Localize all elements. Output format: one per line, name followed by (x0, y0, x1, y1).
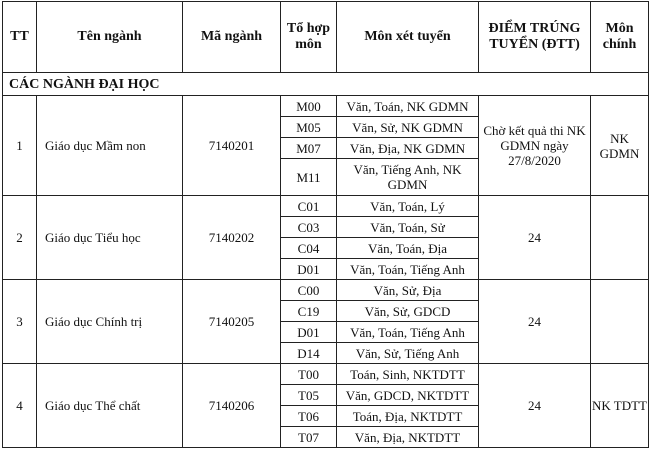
program-main-subject (591, 280, 649, 364)
combo-subjects: Văn, Địa, NKTDTT (337, 427, 479, 448)
combo-code: C00 (281, 280, 337, 301)
combo-subjects: Văn, Sử, GDCD (337, 301, 479, 322)
program-tt: 2 (3, 196, 37, 280)
program-code: 7140202 (183, 196, 281, 280)
header-main-subject: Môn chính (591, 2, 649, 73)
header-admission-score: ĐIỂM TRÚNG TUYỂN (ĐTT) (479, 2, 591, 73)
program-code: 7140206 (183, 364, 281, 448)
combo-subjects: Toán, Sinh, NKTDTT (337, 364, 479, 385)
program-tt: 3 (3, 280, 37, 364)
combo-code: D01 (281, 259, 337, 280)
program-score: Chờ kết quả thi NK GDMN ngày 27/8/2020 (479, 96, 591, 196)
combo-subjects: Văn, Toán, Tiếng Anh (337, 259, 479, 280)
combo-code: D01 (281, 322, 337, 343)
combo-code: T07 (281, 427, 337, 448)
program-main-subject (591, 196, 649, 280)
program-tt: 1 (3, 96, 37, 196)
combo-code: M00 (281, 96, 337, 117)
combo-subjects: Văn, Sử, Địa (337, 280, 479, 301)
program-code: 7140201 (183, 96, 281, 196)
header-subjects: Môn xét tuyển (337, 2, 479, 73)
combo-code: M11 (281, 159, 337, 196)
combo-subjects: Văn, Tiếng Anh, NK GDMN (337, 159, 479, 196)
program-main-subject: NK GDMN (591, 96, 649, 196)
combo-code: C04 (281, 238, 337, 259)
section-title: CÁC NGÀNH ĐẠI HỌC (3, 73, 649, 96)
combo-code: T06 (281, 406, 337, 427)
section-row (3, 73, 649, 96)
program-code: 7140205 (183, 280, 281, 364)
combo-subjects: Văn, Toán, Sử (337, 217, 479, 238)
combo-code: T00 (281, 364, 337, 385)
combo-code: T05 (281, 385, 337, 406)
combo-code: M05 (281, 117, 337, 138)
program-main-subject: NK TDTT (591, 364, 649, 448)
combo-code: C01 (281, 196, 337, 217)
combo-subjects: Văn, GDCD, NKTDTT (337, 385, 479, 406)
program-score: 24 (479, 364, 591, 448)
combo-code: C19 (281, 301, 337, 322)
program-score: 24 (479, 196, 591, 280)
header-subject-combo: Tổ hợp môn (281, 2, 337, 73)
table-row (3, 96, 649, 117)
table-row (3, 196, 649, 217)
combo-subjects: Văn, Sử, Tiếng Anh (337, 343, 479, 364)
combo-subjects: Văn, Toán, Địa (337, 238, 479, 259)
table-row (3, 364, 649, 385)
program-name: Giáo dục Mầm non (37, 96, 183, 196)
program-score: 24 (479, 280, 591, 364)
admission-scores-table (2, 1, 649, 448)
program-name: Giáo dục Tiểu học (37, 196, 183, 280)
combo-code: C03 (281, 217, 337, 238)
combo-subjects: Văn, Địa, NK GDMN (337, 138, 479, 159)
combo-code: M07 (281, 138, 337, 159)
combo-subjects: Văn, Toán, Tiếng Anh (337, 322, 479, 343)
program-name: Giáo dục Thể chất (37, 364, 183, 448)
combo-subjects: Toán, Địa, NKTDTT (337, 406, 479, 427)
header-tt: TT (3, 2, 37, 73)
header-program-name: Tên ngành (37, 2, 183, 73)
header-program-code: Mã ngành (183, 2, 281, 73)
combo-code: D14 (281, 343, 337, 364)
program-tt: 4 (3, 364, 37, 448)
combo-subjects: Văn, Toán, NK GDMN (337, 96, 479, 117)
combo-subjects: Văn, Sử, NK GDMN (337, 117, 479, 138)
combo-subjects: Văn, Toán, Lý (337, 196, 479, 217)
table-row (3, 280, 649, 301)
header-row (3, 2, 649, 73)
program-name: Giáo dục Chính trị (37, 280, 183, 364)
